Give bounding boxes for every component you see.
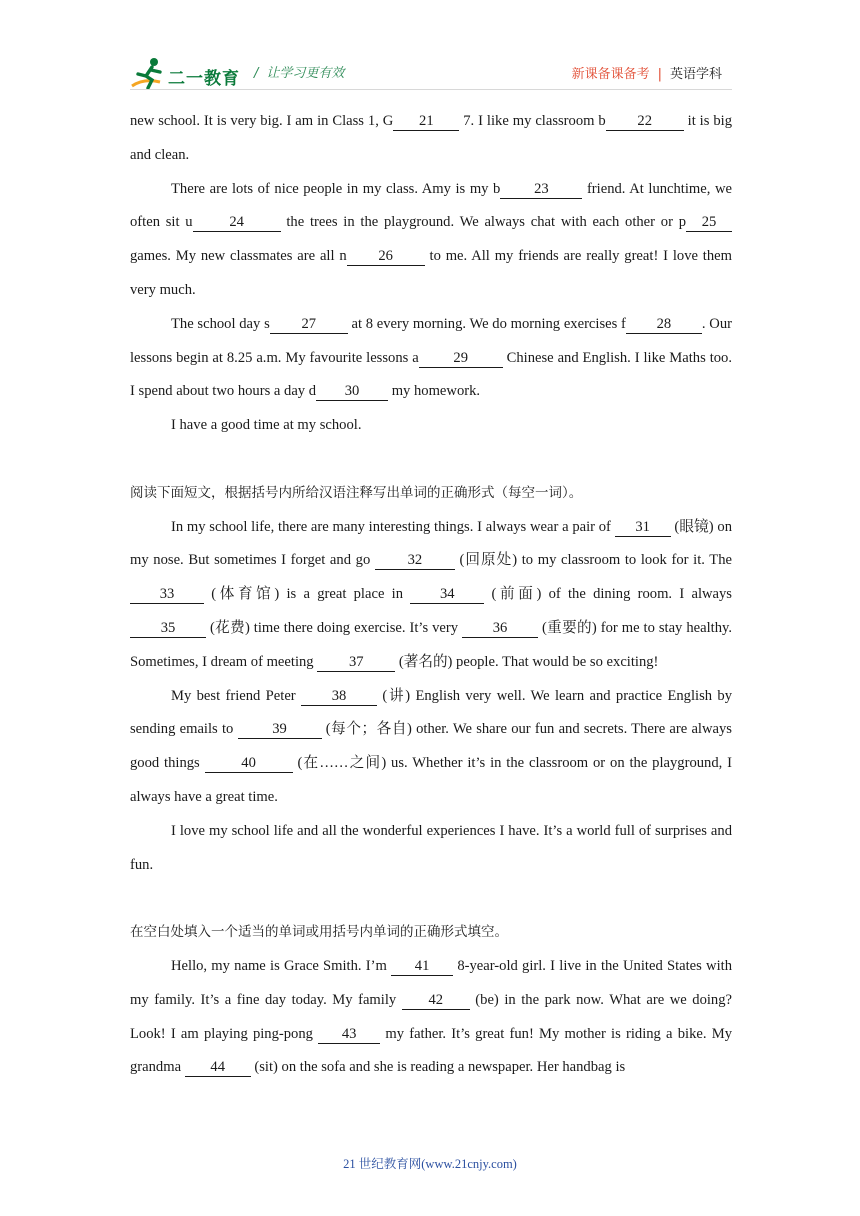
blank-26: 26 bbox=[347, 248, 425, 266]
blank-25: 25 bbox=[686, 214, 732, 232]
paragraph: I have a good time at my school. bbox=[171, 417, 362, 434]
page-footer: 21 世纪教育网(www.21cnjy.com) bbox=[343, 1157, 517, 1171]
runner-icon bbox=[130, 56, 170, 92]
blank-27: 27 bbox=[270, 316, 348, 334]
paragraph: There are lots of nice people in my class. Amy is my b 23 friend. At lunchtime, we often sit u 24 the trees in the playground. We always chat with each other or p 25 games. My new classmates are all n 26 to me. All my friends are really great! I love them very much. bbox=[130, 180, 732, 298]
blank-41: 41 bbox=[391, 958, 453, 976]
slogan-text: 让学习更有效 bbox=[266, 66, 345, 81]
blank-38: 38 bbox=[301, 688, 377, 706]
section-instruction: 阅读下面短文，根据括号内所给汉语注释写出单词的正确形式（每空一词）。 bbox=[130, 484, 583, 501]
blank-44: 44 bbox=[185, 1059, 251, 1077]
blank-29: 29 bbox=[419, 350, 503, 368]
blank-23: 23 bbox=[500, 181, 582, 199]
slogan: / 让学习更有效 bbox=[254, 66, 345, 81]
blank-43: 43 bbox=[318, 1026, 380, 1044]
blank-31: 31 bbox=[615, 519, 671, 537]
blank-21: 21 bbox=[393, 113, 459, 131]
blank-28: 28 bbox=[626, 316, 702, 334]
blank-35: 35 bbox=[130, 620, 206, 638]
blank-42: 42 bbox=[402, 992, 470, 1010]
blank-36: 36 bbox=[462, 620, 538, 638]
brand-name: 二一教育 bbox=[168, 69, 240, 89]
blank-32: 32 bbox=[375, 552, 455, 570]
blank-34: 34 bbox=[410, 586, 484, 604]
blank-22: 22 bbox=[606, 113, 684, 131]
paragraph: new school. It is very big. I am in Class 1, G 21 7. I like my classroom b 22 it is big and clean. bbox=[130, 113, 732, 163]
paragraph: The school day s 27 at 8 every morning. We do morning exercises f 28 . Our lessons begin at 8.25 a.m. My favourite lessons a 29 Chinese and English. I like Maths too. I spend about two hours a day d 30 my homework. bbox=[130, 315, 732, 400]
header-label: 新课备课备考 bbox=[571, 67, 650, 82]
paragraph: In my school life, there are many interesting things. I always wear a pair of 31 (眼镜) on my nose. But sometimes I forget and go 32 (回原处) to my classroom to look for it. The 33 (体育馆) is a great place in 34 (前面) of the dining room. I always 35 (花费) time there doing exercise. It’s very 36 (重要的) for me to stay healthy. Sometimes, I dream of meeting 37 (著名的) people. That would be so exciting! bbox=[130, 518, 732, 670]
blank-30: 30 bbox=[316, 383, 388, 401]
header-right: 新课备课备考 | 英语学科 bbox=[571, 67, 722, 82]
blank-40: 40 bbox=[205, 755, 293, 773]
subject-label: 英语学科 bbox=[669, 67, 722, 82]
brand-logo bbox=[130, 56, 242, 92]
blank-33: 33 bbox=[130, 586, 204, 604]
blank-24: 24 bbox=[193, 214, 281, 232]
paragraph: Hello, my name is Grace Smith. I’m 41 8-year-old girl. I live in the United States with my family. It’s a fine day today. My family 42 (be) in the park now. What are we doing? Look! I am playing ping-pong 43 my father. It’s great fun! My mother is riding a bike. My grandma 44 (sit) on the sofa and she is reading a newspaper. Her handbag is bbox=[130, 957, 733, 1076]
blank-39: 39 bbox=[238, 721, 322, 739]
document-body bbox=[130, 105, 732, 1085]
paragraph: I love my school life and all the wonderful experiences I have. It’s a world full of surprises and fun. bbox=[130, 822, 732, 873]
blank-37: 37 bbox=[317, 654, 395, 672]
header-divider bbox=[130, 89, 732, 90]
paragraph: My best friend Peter 38 (讲) English very well. We learn and practice English by sending emails to 39 (每个；各自) other. We share our fun and secrets. There are always good things 40 (在……之间) us. Whether it’s in the classroom or on the playground, I always have a great time. bbox=[130, 687, 732, 805]
page-header bbox=[130, 56, 732, 92]
section-instruction: 在空白处填入一个适当的单词或用括号内单词的正确形式填空。 bbox=[130, 924, 508, 941]
